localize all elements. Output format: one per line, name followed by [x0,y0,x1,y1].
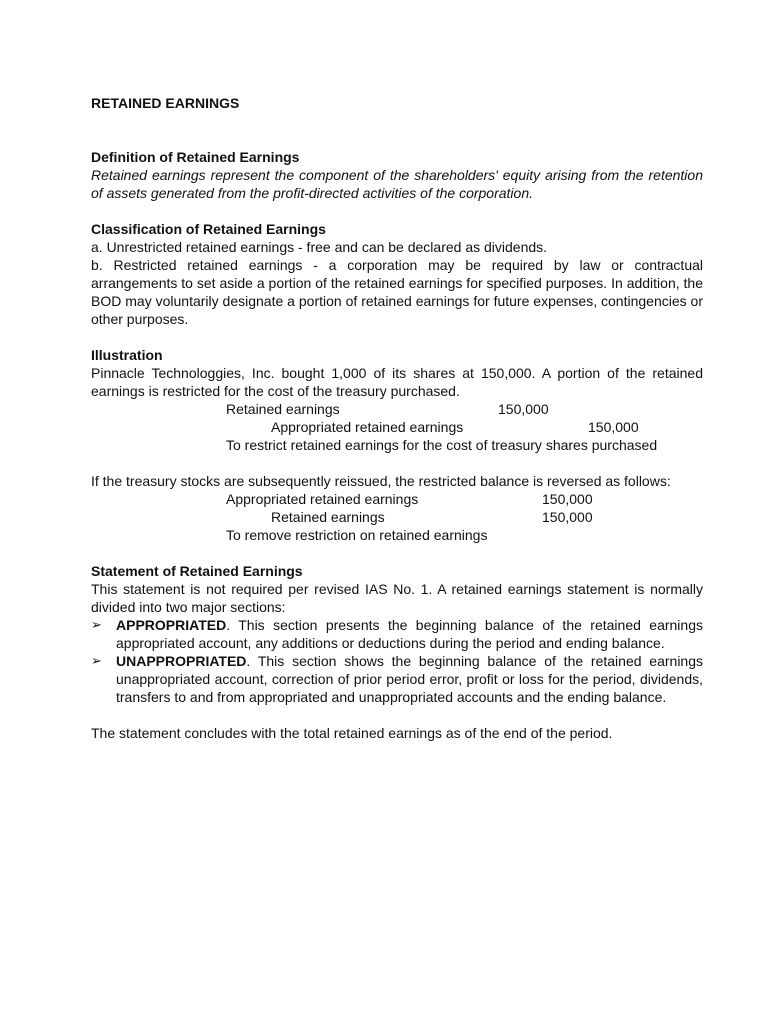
statement-heading: Statement of Retained Earnings [91,563,303,579]
spacer [91,544,703,562]
spacer [91,328,703,346]
definition-section [91,148,703,202]
entry2-explanation: To remove restriction on retained earnings [226,527,488,543]
classification-heading: Classification of Retained Earnings [91,221,326,237]
statement-conclusion: The statement concludes with the total retained earnings as of the end of the period. [91,725,613,741]
entry1-debit-amount: 150,000 [498,401,549,417]
entry2-debit-amount: 150,000 [542,491,593,507]
appropriated-text: . This section presents the beginning balance of the retained earnings appropriated account, any additions or deductions during the period and ending balance. [116,617,703,651]
entry2-debit-account: Appropriated retained earnings [226,491,419,507]
spacer [91,454,703,472]
classification-section [91,220,703,328]
entry1-credit-account: Appropriated retained earnings [271,419,464,435]
entry1-debit-account: Retained earnings [226,401,340,417]
appropriated-label: APPROPRIATED [116,617,227,633]
entry2-credit-account: Retained earnings [271,509,385,525]
bullet-unappropriated [91,652,703,706]
document-page [91,94,703,742]
document-title: RETAINED EARNINGS [91,95,240,111]
classification-item-b: b. Restricted retained earnings - a corporation may be required by law or contractual arrangements to set aside a portion of the retained earnings for specified purposes. In addition, the BOD may voluntarily designate a portion of retained earnings for future expenses, contingencies or other purposes. [91,257,703,327]
classification-item-a: a. Unrestricted retained earnings - free and can be declared as dividends. [91,239,548,255]
definition-heading: Definition of Retained Earnings [91,149,300,165]
spacer [91,706,703,724]
entry1-credit-line [91,418,703,436]
journal-entry-2 [91,490,703,544]
spacer [91,202,703,220]
spacer [91,112,703,148]
entry2-credit-line [91,508,703,526]
entry1-explanation-line [91,436,703,454]
entry2-explanation-line [91,526,703,544]
arrow-bullet-icon: ➢ [91,617,102,632]
journal-entry-1 [91,400,703,454]
unappropriated-text: . This section shows the beginning balance of the retained earnings unappropriated account, correction of prior period error, profit or loss for the period, dividends, transfers to and from appropriated and unappropriated accounts and the ending balance. [116,653,703,705]
illustration-heading: Illustration [91,347,163,363]
illustration-section [91,346,703,544]
statement-intro: This statement is not required per revised IAS No. 1. A retained earnings statement is normally divided into two major sections: [91,581,703,615]
entry2-credit-amount: 150,000 [542,509,593,525]
entry1-debit-line [91,400,703,418]
unappropriated-label: UNAPPROPRIATED [116,653,247,669]
statement-section [91,562,703,742]
entry2-debit-line [91,490,703,508]
arrow-bullet-icon: ➢ [91,653,102,668]
definition-text: Retained earnings represent the component of the shareholders' equity arising from the retention of assets generated from the profit-directed activities of the corporation. [91,167,703,201]
illustration-intro: Pinnacle Technologgies, Inc. bought 1,000 of its shares at 150,000. A portion of the retained earnings is restricted for the cost of the treasury purchased. [91,365,703,399]
entry1-explanation: To restrict retained earnings for the cost of treasury shares purchased [226,437,658,453]
bullet-appropriated [91,616,703,652]
entry1-credit-amount: 150,000 [588,419,639,435]
reissue-text: If the treasury stocks are subsequently reissued, the restricted balance is reversed as follows: [91,473,671,489]
